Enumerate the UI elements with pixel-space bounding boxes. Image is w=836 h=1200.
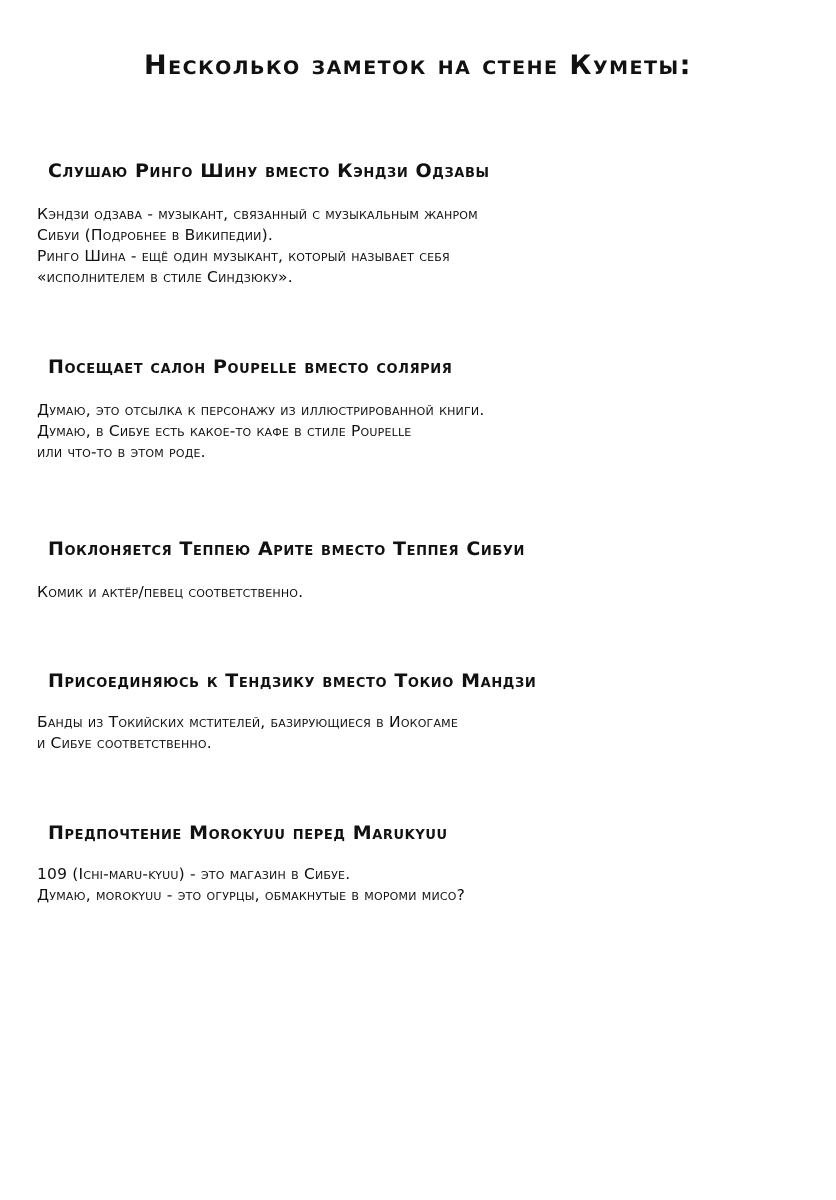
note-line: Думаю, это отсылка к персонажу из иллюстрированной книги. (37, 401, 485, 419)
note-body (37, 400, 484, 463)
note-heading: Посещает салон Poupelle вместо солярия (48, 356, 453, 378)
note-line: Кэндзи одзава - музыкант, связанный с музыкальным жанром (37, 205, 478, 223)
note-line: 109 (Ichi-maru-kyuu) - это магазин в Сибуе. (37, 865, 351, 883)
note-line: Комик и актёр/певец соответственно. (37, 583, 304, 601)
note-heading: Присоединяюсь к Тендзику вместо Токио Мандзи (48, 670, 537, 692)
note-body (37, 712, 458, 754)
note-line: Думаю, morokyuu - это огурцы, обмакнутые в мороми мисо? (37, 886, 466, 904)
note-line: Думаю, в Сибуе есть какое-то кафе в стиле Poupelle (37, 422, 412, 440)
note-heading: Поклоняется Теппею Арите вместо Теппея Сибуи (48, 538, 526, 560)
note-line: и Сибуе соответственно. (37, 734, 212, 752)
note-line: Сибуи (Подробнее в Википедии). (37, 226, 273, 244)
note-body (37, 204, 478, 288)
note-heading: Слушаю Ринго Шину вместо Кэндзи Одзавы (48, 160, 490, 182)
note-heading: Предпочтение Morokyuu перед Marukyuu (48, 822, 448, 844)
note-line: Ринго Шина - ещё один музыкант, который называет себя (37, 247, 450, 265)
note-line: «исполнителем в стиле Синдзюку». (37, 268, 293, 286)
note-body (37, 864, 465, 906)
note-line: Банды из Токийских мстителей, базирующиеся в Иокогаме (37, 713, 459, 731)
note-line: или что-то в этом роде. (37, 443, 206, 461)
note-body (37, 582, 303, 603)
page-title: Несколько заметок на стене Куметы: (144, 50, 692, 81)
